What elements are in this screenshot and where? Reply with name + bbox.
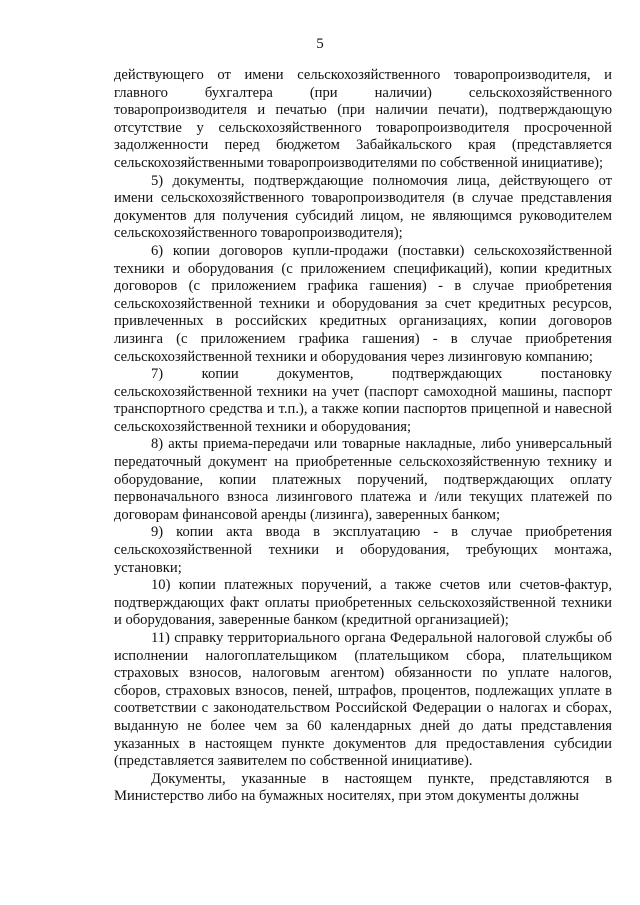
paragraph-continuation: действующего от имени сельскохозяйственного товаропроизводителя, и главного бухгалтера (при наличии) сельскохозяйственного товаропроизводителя и печатью (при наличии печати), подтверждающую отсутствие у сельскохозяйственного товаропроизводителя просроченной задолженности перед бюджетом Забайкальского края (представляется сельскохозяйственными товаропроизводителями по собственной инициативе); [114, 67, 612, 171]
paragraph-item-6: 6) копии договоров купли-продажи (поставки) сельскохозяйственной техники и оборудования (с приложением спецификаций), копии кредитных договоров (с приложением графика гашения) - в случае приобретения сельскохозяйственной техники и оборудования за счет кредитных ресурсов, привлеченных в российских кредитных организациях, копии договоров лизинга (с приложением графика гашения) - в случае приобретения сельскохозяйственной техники и оборудования через лизинговую компанию; [114, 242, 612, 365]
paragraph-item-9: 9) копии акта ввода в эксплуатацию - в случае приобретения сельскохозяйственной техники и оборудования, требующих монтажа, установки; [114, 524, 612, 576]
paragraph-item-5: 5) документы, подтверждающие полномочия лица, действующего от имени сельскохозяйственного товаропроизводителя (в случае представления документов для получения субсидий лицом, не являющимся руководителем сельскохозяйственного товаропроизводителя); [114, 172, 612, 242]
paragraph-item-8: 8) акты приема-передачи или товарные накладные, либо универсальный передаточный документ на приобретенные сельскохозяйственную технику и оборудование, копии платежных поручений, подтверждающих оплату первоначального взноса лизингового платежа и /или текущих платежей по договорам финансовой аренды (лизинга), заверенных банком; [114, 436, 612, 523]
paragraph-documents: Документы, указанные в настоящем пункте, представляются в Министерство либо на бумажных носителях, при этом документы должны [114, 770, 612, 805]
paragraph-item-11: 11) справку территориального органа Федеральной налоговой службы об исполнении налогоплательщиком (плательщиком сбора, плательщиком страховых взносов, налоговым агентом) обязанности по уплате налогов, сборов, страховых взносов, пеней, штрафов, процентов, подлежащих уплате в соответствии с законодательством Российской Федерации о налогах и сборах, выданную не более чем за 60 календарных дней до даты представления указанных в настоящем пункте документов для предоставления субсидии (представляется заявителем по собственной инициативе). [114, 630, 612, 770]
paragraph-item-10: 10) копии платежных поручений, а также счетов или счетов-фактур, подтверждающих факт оплаты приобретенных сельскохозяйственной техники и оборудования, заверенные банком (кредитной организацией); [114, 577, 612, 629]
paragraph-item-7: 7) копии документов, подтверждающих постановку сельскохозяйственной техники на учет (паспорт самоходной машины, паспорт транспортного средства и т.п.), а также копии паспортов прицепной и навесной сельскохозяйственной техники и оборудования; [114, 366, 612, 435]
page-number: 5 [316, 36, 324, 52]
document-body [114, 67, 612, 806]
